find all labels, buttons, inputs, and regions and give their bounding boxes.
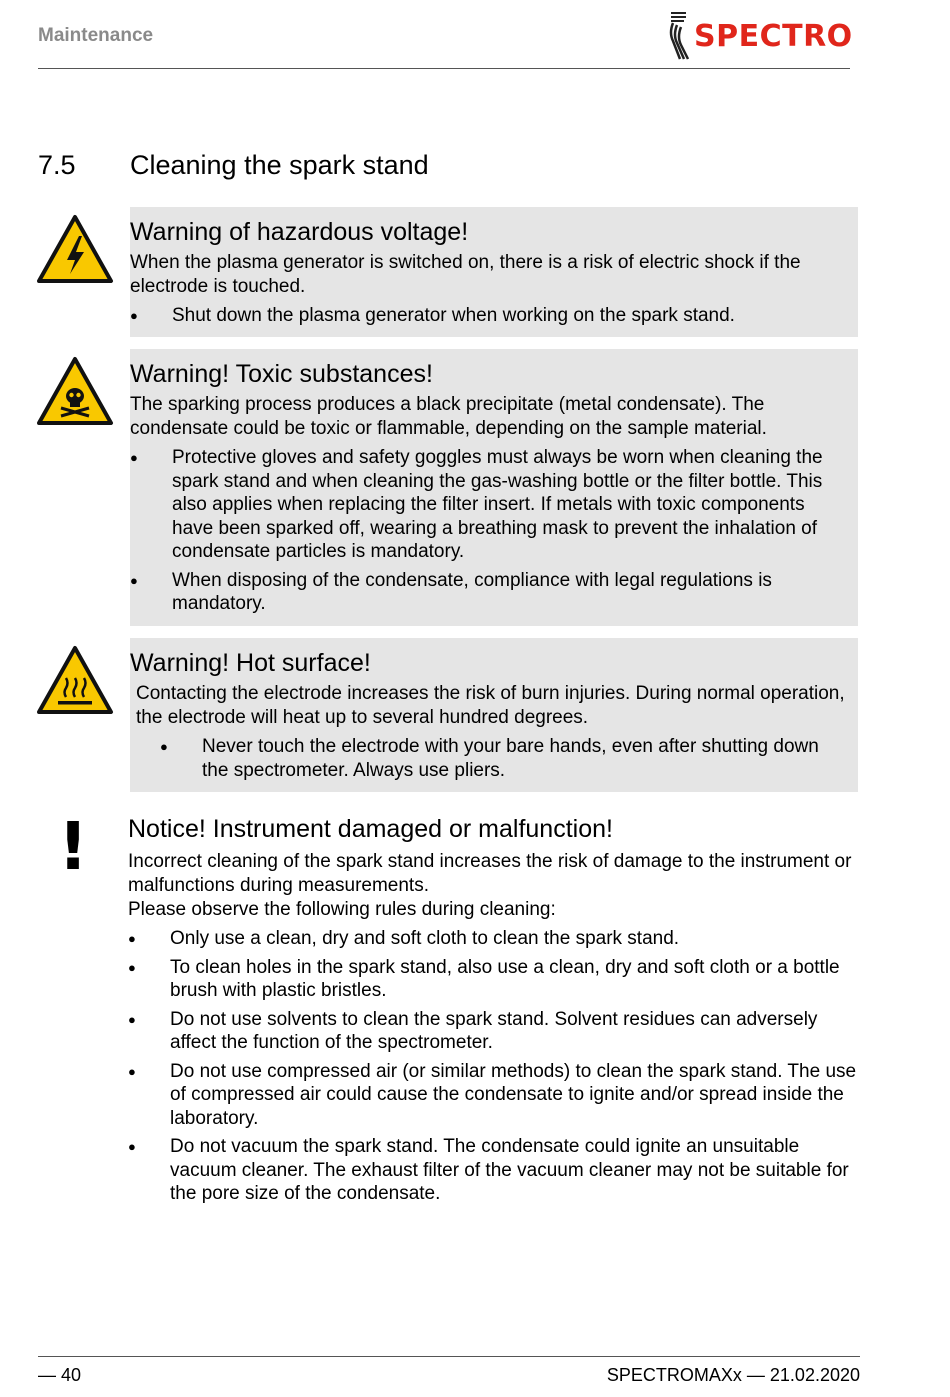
warning-text: When the plasma generator is switched on, there is a risk of electric shock if the electrode is touched. bbox=[130, 252, 801, 297]
exclamation-icon: ! bbox=[58, 808, 89, 885]
warning-title: Warning of hazardous voltage! bbox=[130, 218, 469, 246]
section-heading bbox=[38, 150, 429, 181]
section-title: Cleaning the spark stand bbox=[130, 150, 429, 180]
header-rule bbox=[38, 68, 850, 69]
section-number: 7.5 bbox=[38, 150, 76, 180]
notice-block bbox=[128, 812, 858, 1211]
page-number: — 40 bbox=[38, 1365, 82, 1385]
document-id: SPECTROMAXx — 21.02.2020 bbox=[606, 1365, 860, 1385]
header-section-label: Maintenance bbox=[38, 25, 154, 46]
hot-surface-icon bbox=[36, 645, 114, 715]
list-item: ● Never touch the electrode with your bare hands, even after shutting down the spectrometer. Always use pliers. bbox=[160, 735, 846, 782]
spectro-logo-mark-icon bbox=[668, 11, 690, 61]
warning-title: Warning! Hot surface! bbox=[130, 649, 371, 677]
list-item: ● Only use a clean, dry and soft cloth to clean the spark stand. bbox=[128, 927, 858, 951]
list-item: ● Shut down the plasma generator when working on the spark stand. bbox=[130, 304, 846, 328]
toxic-skull-icon bbox=[36, 356, 114, 426]
warning-title: Warning! Toxic substances! bbox=[130, 360, 433, 388]
notice-text: Incorrect cleaning of the spark stand increases the risk of damage to the instrument or malfunctions during measurements. bbox=[128, 851, 852, 896]
list-item: ● Protective gloves and safety goggles must always be worn when cleaning the spark stand and when cleaning the gas-washing bottle or the filter bottle. This also applies when replacing the filter insert. If metals with toxic components have been sparked off, wearing a breathing mask to prevent the inhalation of condensate particles is mandatory. bbox=[130, 446, 846, 564]
list-item: ● Do not vacuum the spark stand. The condensate could ignite an unsuitable vacuum cleaner. The exhaust filter of the vacuum cleaner may not be suitable for the pore size of the condensate. bbox=[128, 1135, 858, 1206]
warning-box-hot bbox=[130, 638, 858, 792]
spectro-logo-text: SPECTRO bbox=[694, 18, 853, 54]
notice-text: Please observe the following rules during cleaning: bbox=[128, 899, 556, 920]
warning-box-voltage bbox=[130, 207, 858, 337]
electric-hazard-icon bbox=[36, 214, 114, 284]
list-item: ● Do not use compressed air (or similar methods) to clean the spark stand. The use of compressed air could cause the condensate to ignite and/or spread inside the laboratory. bbox=[128, 1060, 858, 1131]
footer-rule bbox=[38, 1356, 860, 1357]
warning-text: The sparking process produces a black precipitate (metal condensate). The condensate could be toxic or flammable, depending on the sample material. bbox=[130, 394, 767, 439]
warning-text: Contacting the electrode increases the risk of burn injuries. During normal operation, the electrode will heat up to several hundred degrees. bbox=[136, 683, 845, 728]
warning-box-toxic bbox=[130, 349, 858, 626]
list-item: ● To clean holes in the spark stand, also use a clean, dry and soft cloth or a bottle brush with plastic bristles. bbox=[128, 956, 858, 1003]
notice-title: Notice! Instrument damaged or malfunction! bbox=[128, 815, 613, 843]
spectro-logo bbox=[668, 10, 853, 62]
list-item: ● When disposing of the condensate, compliance with legal regulations is mandatory. bbox=[130, 569, 846, 616]
list-item: ● Do not use solvents to clean the spark stand. Solvent residues can adversely affect the function of the spectrometer. bbox=[128, 1008, 858, 1055]
